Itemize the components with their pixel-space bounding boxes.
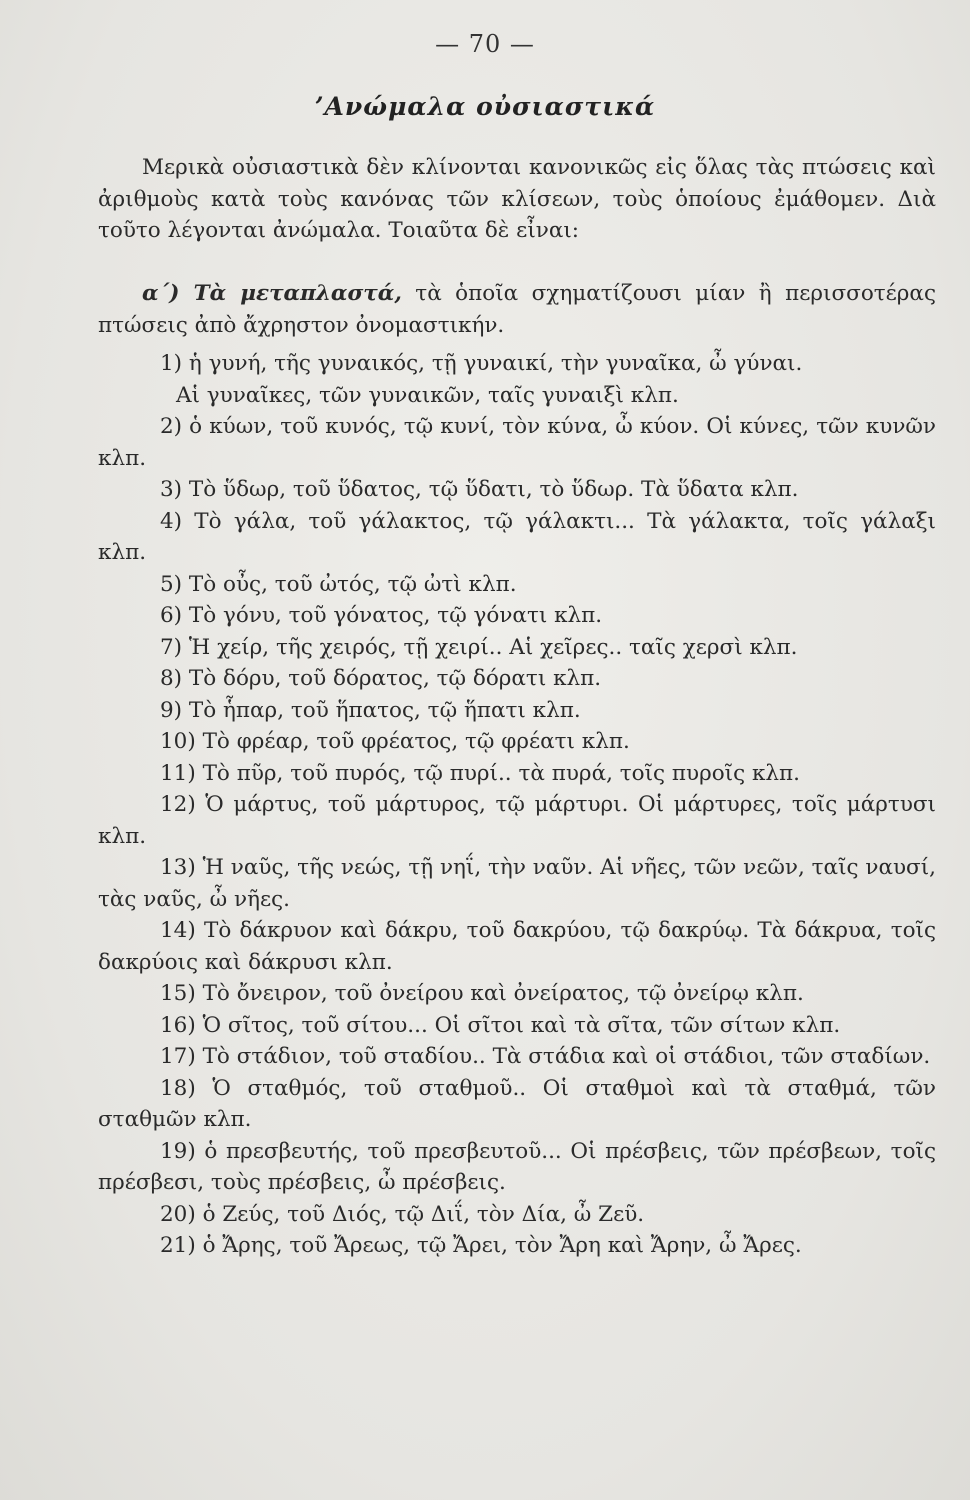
list-item: 20) ὁ Ζεύς, τοῦ Διός, τῷ Διΐ, τὸν Δία, ὦ Ζεῦ. xyxy=(160,1201,645,1227)
page-number: — 70 — xyxy=(435,30,535,58)
list-item: 1) ἡ γυνή, τῆς γυναικός, τῇ γυναικί, τὴν γυναῖκα, ὦ γύναι. xyxy=(160,351,803,376)
list-item: 6) Τὸ γόνυ, τοῦ γόνατος, τῷ γόνατι κλπ. xyxy=(160,603,603,628)
section-a-text: τὰ ὁποῖα σχηματίζουσι μίαν ἢ περισσοτέρας πτώσεις ἀπὸ ἄχρηστον ὀνομαστικήν. xyxy=(98,281,936,338)
list-item: 19) ὁ πρεσβευτής, τοῦ πρεσβευτοῦ... Οἱ πρέσβεις, τῶν πρέσβεων, τοῖς πρέσβεσι, τοὺς πρέσβεις, ὦ πρέσβεις. xyxy=(98,1138,936,1195)
list-item: 10) Τὸ φρέαρ, τοῦ φρέατος, τῷ φρέατι κλπ. xyxy=(160,729,630,754)
list-item: 18) Ὁ σταθμός, τοῦ σταθμοῦ.. Οἱ σταθμοὶ καὶ τὰ σταθμά, τῶν σταθμῶν κλπ. xyxy=(98,1075,936,1132)
list-item: 12) Ὁ μάρτυς, τοῦ μάρτυρος, τῷ μάρτυρι. Οἱ μάρτυρες, τοῖς μάρτυσι κλπ. xyxy=(98,792,936,849)
list-item: 11) Τὸ πῦρ, τοῦ πυρός, τῷ πυρί.. τὰ πυρά, τοῖς πυροῖς κλπ. xyxy=(160,760,801,786)
list-item: 9) Τὸ ἧπαρ, τοῦ ἥπατος, τῷ ἥπατι κλπ. xyxy=(160,697,581,723)
examples-list xyxy=(98,348,936,1262)
list-item: 21) ὁ Ἄρης, τοῦ Ἄρεως, τῷ Ἄρει, τὸν Ἄρη καὶ Ἄρην, ὦ Ἄρες. xyxy=(160,1233,802,1258)
section-a-paragraph xyxy=(98,278,936,341)
list-item: 16) Ὁ σῖτος, τοῦ σίτου... Οἱ σῖτοι καὶ τὰ σῖτα, τῶν σίτων κλπ. xyxy=(160,1012,841,1038)
section-title: ’Ανώμαλα οὐσιαστικά xyxy=(314,92,656,121)
list-item: 5) Τὸ οὖς, τοῦ ὠτός, τῷ ὠτὶ κλπ. xyxy=(160,571,517,597)
list-item: Αἱ γυναῖκες, τῶν γυναικῶν, ταῖς γυναιξὶ κλπ. xyxy=(176,382,679,408)
section-a-label: α΄) Τὰ μεταπλαστά, xyxy=(142,281,402,306)
list-item: 4) Τὸ γάλα, τοῦ γάλακτος, τῷ γάλακτι... Τὰ γάλακτα, τοῖς γάλαξι κλπ. xyxy=(98,508,936,565)
list-item: 14) Τὸ δάκρυον καὶ δάκρυ, τοῦ δακρύου, τῷ δακρύῳ. Τὰ δάκρυα, τοῖς δακρύοις καὶ δάκρυσι κλπ. xyxy=(98,918,936,975)
list-item: 3) Τὸ ὕδωρ, τοῦ ὕδατος, τῷ ὕδατι, τὸ ὕδωρ. Τὰ ὕδατα κλπ. xyxy=(160,477,799,502)
list-item: 15) Τὸ ὄνειρον, τοῦ ὀνείρου καὶ ὀνείρατος, τῷ ὀνείρῳ κλπ. xyxy=(160,981,804,1006)
list-item: 8) Τὸ δόρυ, τοῦ δόρατος, τῷ δόρατι κλπ. xyxy=(160,666,602,691)
list-item: 17) Τὸ στάδιον, τοῦ σταδίου.. Τὰ στάδια καὶ οἱ στάδιοι, τῶν σταδίων. xyxy=(160,1044,931,1069)
intro-paragraph: Μερικὰ οὐσιαστικὰ δὲν κλίνονται κανονικῶς εἰς ὅλας τὰς πτώσεις καὶ ἀριθμοὺς κατὰ τοὺς κανόνας τῶν κλίσεων, τοὺς ὁποίους ἐμάθομεν. Διὰ τοῦτο λέγονται ἀνώμαλα. Τοιαῦτα δὲ εἶναι: xyxy=(98,155,936,243)
list-item: 2) ὁ κύων, τοῦ κυνός, τῷ κυνί, τὸν κύνα, ὦ κύον. Οἱ κύνες, τῶν κυνῶν κλπ. xyxy=(98,414,936,471)
list-item: 7) Ἡ χείρ, τῆς χειρός, τῇ χειρί.. Αἱ χεῖρες.. ταῖς χερσὶ κλπ. xyxy=(160,634,798,660)
list-item: 13) Ἡ ναῦς, τῆς νεώς, τῇ νηΐ, τὴν ναῦν. Αἱ νῆες, τῶν νεῶν, ταῖς ναυσί, τὰς ναῦς, ὦ νῆες. xyxy=(98,855,936,912)
